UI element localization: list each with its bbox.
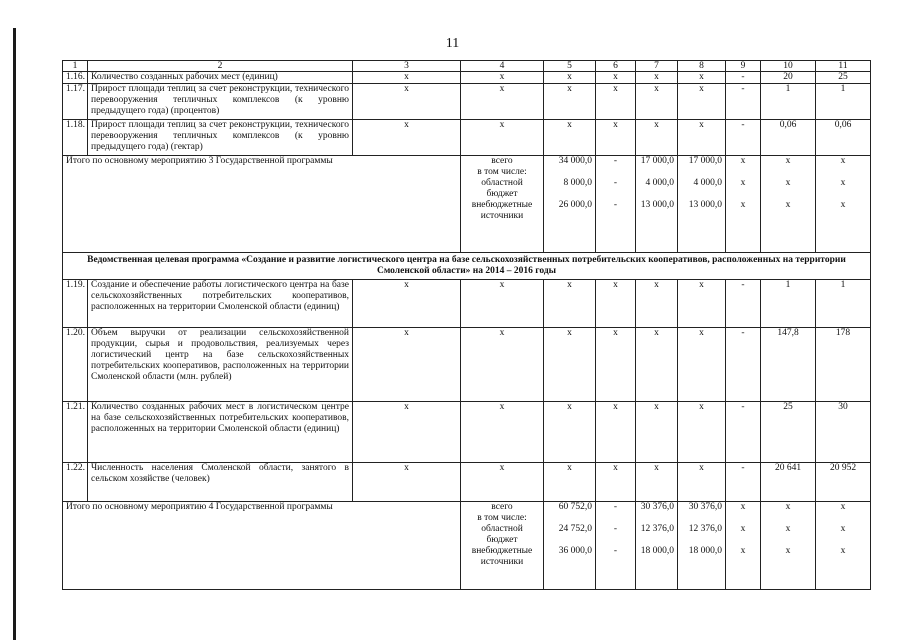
- header-cell: 6: [596, 61, 636, 72]
- cell: 1: [816, 84, 871, 120]
- cell: x: [353, 328, 461, 402]
- cell: x: [353, 402, 461, 463]
- total-cell: 34 000,0 8 000,0 26 000,0: [544, 156, 596, 253]
- total-cell: x x x: [726, 502, 761, 590]
- cell: x: [353, 72, 461, 84]
- indicators-table: [62, 60, 871, 590]
- header-cell: 1: [63, 61, 88, 72]
- cell: x: [353, 280, 461, 328]
- header-cell: 5: [544, 61, 596, 72]
- total-cell: x x x: [816, 156, 871, 253]
- table-row: [63, 84, 871, 120]
- cell: x: [596, 120, 636, 156]
- section-title: Ведомственная целевая программа «Создание и развитие логистического центра на базе сельскохозяйственных потребительских кооперативов, расположенных на территории Смоленской области» на 2014 – 2016 годы: [63, 253, 871, 280]
- cell: x: [678, 328, 726, 402]
- cell: x: [353, 84, 461, 120]
- header-cell: 8: [678, 61, 726, 72]
- cell: x: [596, 463, 636, 502]
- cell: x: [636, 402, 678, 463]
- cell: -: [726, 463, 761, 502]
- total-cell: 17 000,0 4 000,0 13 000,0: [678, 156, 726, 253]
- total-cell: x x x: [816, 502, 871, 590]
- header-cell: 11: [816, 61, 871, 72]
- cell: x: [353, 463, 461, 502]
- cell: 0,06: [761, 120, 816, 156]
- cell: x: [678, 120, 726, 156]
- header-cell: 9: [726, 61, 761, 72]
- cell: x: [544, 402, 596, 463]
- total-cell: x x x: [761, 156, 816, 253]
- row-number: 1.22.: [63, 463, 88, 502]
- table-row: [63, 120, 871, 156]
- page-number: 11: [445, 36, 460, 51]
- total-label: Итого по основному мероприятию 4 Государственной программы: [63, 502, 461, 590]
- cell: x: [636, 84, 678, 120]
- cell: x: [596, 280, 636, 328]
- cell: -: [726, 280, 761, 328]
- cell: 1: [816, 280, 871, 328]
- row-description: Создание и обеспечение работы логистического центра на базе сельскохозяйственных потребительских кооперативов, расположенных на территории Смоленской области (единиц): [88, 280, 353, 328]
- total-cell: 60 752,0 24 752,0 36 000,0: [544, 502, 596, 590]
- cell: -: [726, 328, 761, 402]
- cell: x: [461, 402, 544, 463]
- cell: 147,8: [761, 328, 816, 402]
- cell: x: [636, 120, 678, 156]
- total-label: Итого по основному мероприятию 3 Государственной программы: [63, 156, 461, 253]
- row-description: Количество созданных рабочих мест в логистическом центре на базе сельскохозяйственных потребительских кооперативов, расположенных на территории Смоленской области (единиц): [88, 402, 353, 463]
- row-description: Объем выручки от реализации сельскохозяйственной продукции, сырья и продовольствия, реализуемых через логистический центр на базе сельскохозяйственных потребительских кооперативов, расположенных на территории Смоленской области (млн. рублей): [88, 328, 353, 402]
- table-row: [63, 328, 871, 402]
- cell: x: [596, 84, 636, 120]
- total-cell: 17 000,0 4 000,0 13 000,0: [636, 156, 678, 253]
- cell: x: [544, 463, 596, 502]
- row-description: Количество созданных рабочих мест (единиц): [88, 72, 353, 84]
- cell: x: [461, 328, 544, 402]
- cell: x: [544, 328, 596, 402]
- funding-sources: всего в том числе: областной бюджет внебюджетные источники: [461, 502, 544, 590]
- total-cell: - - -: [596, 156, 636, 253]
- section-title-row: [63, 253, 871, 280]
- cell: 20: [761, 72, 816, 84]
- row-description: Прирост площади теплиц за счет реконструкции, технического перевооружения тепличных комплексов (к уровню предыдущего года) (процентов): [88, 84, 353, 120]
- cell: x: [636, 280, 678, 328]
- table-row: [63, 72, 871, 84]
- header-cell: 7: [636, 61, 678, 72]
- row-number: 1.20.: [63, 328, 88, 402]
- cell: 30: [816, 402, 871, 463]
- cell: x: [678, 84, 726, 120]
- cell: 1: [761, 280, 816, 328]
- row-number: 1.17.: [63, 84, 88, 120]
- cell: 178: [816, 328, 871, 402]
- cell: x: [636, 328, 678, 402]
- cell: x: [596, 72, 636, 84]
- total-cell: x x x: [761, 502, 816, 590]
- total-cell: 30 376,0 12 376,0 18 000,0: [678, 502, 726, 590]
- cell: x: [636, 463, 678, 502]
- cell: 0,06: [816, 120, 871, 156]
- header-cell: 3: [353, 61, 461, 72]
- cell: x: [544, 84, 596, 120]
- cell: x: [461, 463, 544, 502]
- cell: 25: [816, 72, 871, 84]
- cell: x: [596, 328, 636, 402]
- cell: 1: [761, 84, 816, 120]
- cell: 25: [761, 402, 816, 463]
- row-description: Численность населения Смоленской области, занятого в сельском хозяйстве (человек): [88, 463, 353, 502]
- table-row: [63, 280, 871, 328]
- cell: -: [726, 72, 761, 84]
- table-row: [63, 402, 871, 463]
- cell: x: [461, 120, 544, 156]
- header-cell: 10: [761, 61, 816, 72]
- cell: x: [678, 72, 726, 84]
- row-number: 1.18.: [63, 120, 88, 156]
- header-row: [63, 61, 871, 72]
- cell: x: [461, 84, 544, 120]
- cell: x: [544, 280, 596, 328]
- total-cell: x x x: [726, 156, 761, 253]
- header-cell: 2: [88, 61, 353, 72]
- cell: x: [678, 402, 726, 463]
- total-row: [63, 156, 871, 253]
- table-row: [63, 463, 871, 502]
- cell: x: [353, 120, 461, 156]
- row-number: 1.19.: [63, 280, 88, 328]
- row-description: Прирост площади теплиц за счет реконструкции, технического перевооружения тепличных комплексов (к уровню предыдущего года) (гектар): [88, 120, 353, 156]
- funding-sources: всего в том числе: областной бюджет внебюджетные источники: [461, 156, 544, 253]
- cell: 20 641: [761, 463, 816, 502]
- cell: -: [726, 84, 761, 120]
- cell: -: [726, 402, 761, 463]
- cell: x: [544, 120, 596, 156]
- cell: x: [461, 280, 544, 328]
- row-number: 1.16.: [63, 72, 88, 84]
- total-cell: - - -: [596, 502, 636, 590]
- total-row: [63, 502, 871, 590]
- binding-edge-line: [13, 28, 16, 640]
- cell: x: [636, 72, 678, 84]
- total-cell: 30 376,0 12 376,0 18 000,0: [636, 502, 678, 590]
- header-cell: 4: [461, 61, 544, 72]
- cell: 20 952: [816, 463, 871, 502]
- cell: x: [461, 72, 544, 84]
- cell: x: [678, 280, 726, 328]
- cell: x: [544, 72, 596, 84]
- cell: x: [596, 402, 636, 463]
- row-number: 1.21.: [63, 402, 88, 463]
- cell: x: [678, 463, 726, 502]
- cell: -: [726, 120, 761, 156]
